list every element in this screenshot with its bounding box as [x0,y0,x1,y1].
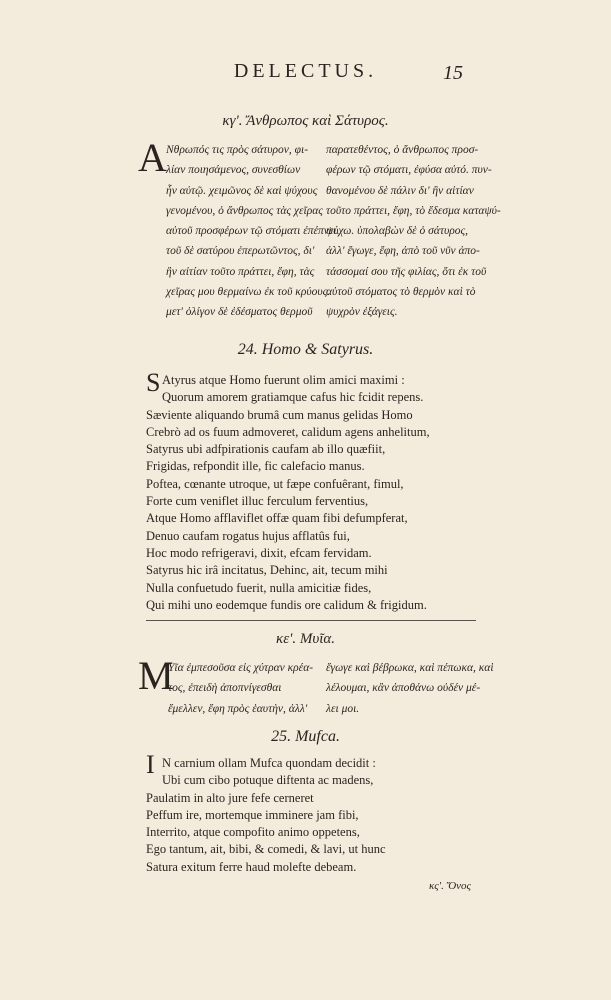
verse-line: Atyrus atque Homo fuerunt olim amici maximi : [162,373,405,387]
verse-line: Forte cum veniflet illuc ferculum ferventius, [146,494,369,509]
section-rule [146,620,476,621]
greek-line: ψύχω. ὑπολαβὼν δὲ ὁ σάτυρος, [326,225,469,238]
verse-24-text [146,368,430,614]
verse-line: Paulatim in alto jure fefe cerneret [146,790,314,805]
verse-line: Crebrò ad os fuum admoveret, calidum agens anhelitum, [146,424,430,439]
greek-line: ἔγωγε καὶ βέβρωκα, καὶ πέπωκα, καὶ [326,662,494,674]
verse-line: Satura exitum ferre haud molefte debeam. [146,859,357,874]
running-head [0,60,611,90]
verse-line: Poftea, cœnante utroque, ut fæpe confuêrant, fimul, [146,476,404,491]
fable-25-dropcap: Μ [138,653,174,698]
verse-line: Hoc modo refrigeravi, dixit, efcam fervidam. [146,545,372,560]
greek-line: τάσσομαί σου τῆς φιλίας, ὅτι ἐκ τοῦ [326,265,487,278]
verse-line: Nulla confuetudo fuerit, nulla amicitiæ fides, [146,580,372,595]
verse-24-title: 24. Homo & Satyrus. [237,341,374,358]
fable-23-dropcap: Α [138,135,167,180]
greek-line: Νθρωπός τις πρὸς σάτυρον, φι- [166,144,309,156]
greek-line: θανομένου δὲ πάλιν δι' ἣν αἰτίαν [326,184,474,197]
verse-line: Atque Homo afflaviflet offæ quam fibi defumpferat, [146,511,408,526]
greek-line: αὐτοῦ στόματος τὸ θερμὸν καὶ τὸ [326,286,476,299]
verse-line: Peffum ire, mortemque imminere jam fibi, [146,807,359,822]
greek-line: μετ' ὀλίγον δὲ ἐδέσματος θερμοῦ [166,306,313,319]
verse-line: Sæviente aliquando brumâ cum manus gelidas Homo [146,407,413,422]
greek-line: παρατεθέντος, ὁ ἄνθρωπος προσ- [326,144,479,156]
verse-line: N carnium ollam Mufca quondam decidit : [162,756,376,770]
verse-line: Quorum amorem gratiamque cafus hic fcidit repens. [162,390,424,405]
verse-24-dropcap: S [146,368,161,397]
greek-line: αὐτοῦ προσφέρων τῷ στόματι ἐπέπνει. [166,225,340,238]
greek-line: ἔμελλεν, ἔφη πρὸς ἑαυτὴν, ἀλλ' [168,702,308,715]
page-number: 15 [443,62,463,84]
running-head-title: DELECTUS. [233,60,378,82]
fable-25-greek-heading: κε'. Μυῖα. [276,631,335,647]
greek-line: ἀλλ' ἔγωγε, ἔφη, ἀπὸ τοῦ νῦν ἀπο- [326,245,480,258]
verse-line: Satyrus ubi adfpirationis caufam ab illo quæfiit, [146,442,386,457]
greek-line: ψυχρὸν ἐξάγεις. [326,306,398,319]
verse-line: Interrito, atque compofito animo oppetens, [146,825,360,840]
greek-line: τοῦ δὲ σατύρου ἐπερωτῶντος, δι' [166,245,315,258]
greek-line: τοῦτο πράττει, ἔφη, τὸ ἔδεσμα καταψύ- [326,204,501,217]
verse-line: Frigidas, refpondit ille, fic calefacio manus. [146,459,365,474]
fable-25-greek-left-column [168,658,318,719]
verse-25-dropcap: I [146,750,155,779]
verse-line: Qui mihi uno eodemque fundis ore calidum & frigidum. [146,597,427,612]
verse-25-text [146,755,386,876]
greek-line: γενομένου, ὁ ἄνθρωπος τὰς χεῖρας [166,204,323,217]
fable-23-greek-left-column [166,140,340,323]
fable-23-greek-right-column [326,140,501,323]
verse-line: Ubi cum cibo potuque diftenta ac madens, [162,773,374,788]
greek-line: Υῖα ἐμπεσοῦσα εἰς χύτραν κρέα- [168,662,314,674]
greek-line: φέρων τῷ στόματι, ἐφύσα αὐτό. πυν- [326,164,492,177]
verse-line: Satyrus hic irâ incitatus, Dehinc, ait, tecum mihi [146,563,388,578]
greek-line: ἣν αἰτίαν τοῦτο πράττει, ἔφη, τὰς [166,265,315,278]
fable-25-greek-right-column [326,658,494,719]
verse-line: Ego tantum, ait, bibi, & comedi, & lavi, ut hunc [146,842,386,857]
greek-line: τος, ἐπειδὴ ἀποπνίγεσθαι [168,682,282,695]
catchword: κς'. Ὄνος [429,880,471,892]
verse-25-title: 25. Mufca. [271,728,340,745]
greek-line: χεῖρας μου θερμαίνω ἐκ τοῦ κρύους. [166,286,331,299]
greek-line: λει μοι. [326,702,360,715]
greek-line: λέλουμαι, κἂν ἀποθάνω οὐδέν μέ- [326,682,481,695]
greek-line: ἦν αὐτῷ. χειμῶνος δὲ καὶ ψύχους [166,184,318,197]
greek-line: λίαν ποιησάμενος, συνεσθίων [166,164,301,177]
verse-line: Denuo caufam rogatus hujus afflatûs fui, [146,528,350,543]
fable-23-greek-heading: κγ'. Ἄνθρωπος καὶ Σάτυρος. [222,113,389,129]
